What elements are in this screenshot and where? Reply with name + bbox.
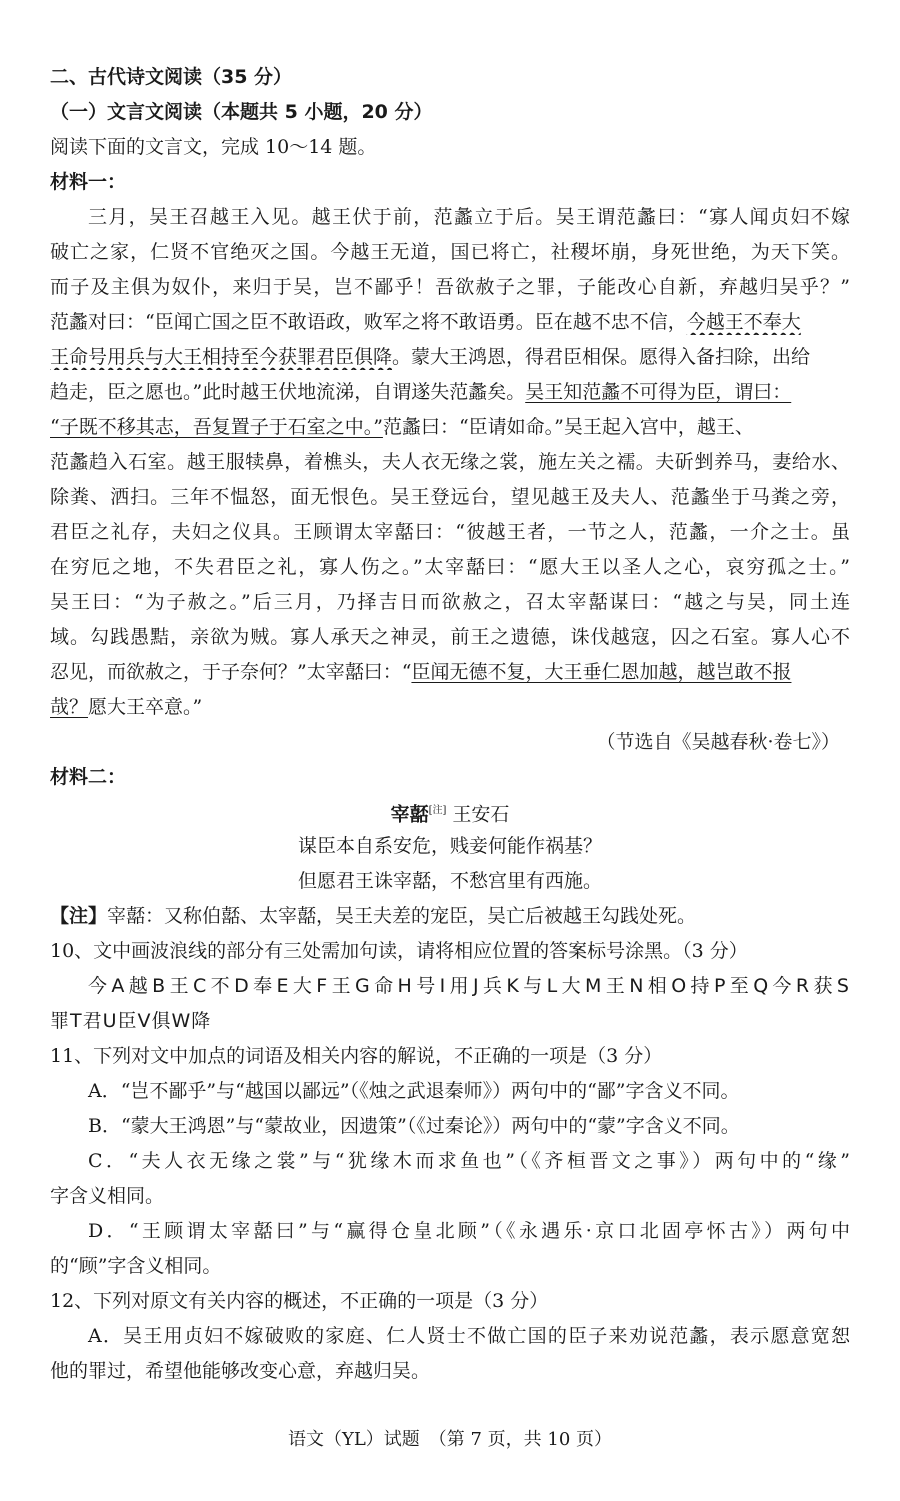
passage-line: 君臣之礼存，夫妇之仪具。王顾谓太宰嚭曰：“彼越王者，一节之人，范蠡，一介之士。虽 [50,521,850,543]
q11-option-d-cont[interactable]: 的“顾”字含义相同。 [50,1255,222,1277]
passage-text: 范蠡曰：“臣请如命。”吴王起入宫中，越王、 [382,416,754,438]
note-text: 宰嚭：又称伯嚭、太宰嚭，吴王夫差的宠臣，吴亡后被越王勾践处死。 [107,905,697,927]
passage-line: 域。勾践愚黠，亲欲为贼。寡人承天之神灵，前王之遗德，诛伐越寇，囚之石室。寡人心不 [50,626,850,648]
passage-line: 除粪、洒扫。三年不愠怒，面无恨色。吴王登远台，望见越王及夫人、范蠡坐于马粪之旁， [50,486,850,508]
passage-text: 趋走，臣之愿也。”此时越王伏地流涕，自谓遂失范蠡矣。 [50,381,526,403]
q10-stem: 10、文中画波浪线的部分有三处需加句读，请将相应位置的答案标号涂黑。（3 分） [50,940,748,962]
underlined-text: 哉？ [50,696,89,718]
passage-line: 在穷厄之地，不失君臣之礼，寡人伤之。”太宰嚭曰：“愿大王以圣人之心，哀穷孤之士。” [50,556,850,578]
poem-author: 王安石 [452,803,510,826]
poem-note [50,903,850,929]
poem-title: 宰嚭 [390,803,429,826]
underlined-text: 臣闻无德不复，大王垂仁恩加越，越岂敢不报 [411,661,792,683]
poem-line: 但愿君王诛宰嚭，不愁宫里有西施。 [297,870,602,892]
passage-line [50,309,850,335]
q11-option-c-cont[interactable]: 字含义相同。 [50,1185,165,1207]
q11-option-b[interactable]: B．“蒙大王鸿恩”与“蒙故业，因遗策”（《过秦论》）两句中的“蒙”字含义不同。 [88,1115,740,1137]
q11-option-a[interactable]: A．“岂不鄙乎”与“越国以鄙远”（《烛之武退秦师》）两句中的“鄙”字含义不同。 [88,1080,740,1102]
wavy-underlined-text: 今越王不奉大 [686,311,801,333]
sub-title: （一）文言文阅读（本题共 5 小题，20 分） [50,101,433,123]
passage-line: 吴王曰：“为子赦之。”后三月，乃择吉日而欲赦之，召太宰嚭谋曰：“越之与吴，同土连 [50,591,850,613]
passage-text: 范蠡对曰：“臣闻亡国之臣不敢语政，败军之将不敢语勇。臣在越不忠不信， [50,311,687,333]
q11-option-c[interactable]: C．“夫人衣无缘之裳”与“犹缘木而求鱼也”（《齐桓晋文之事》）两句中的“缘” [88,1150,850,1172]
underlined-text: 吴王知范蠡不可得为臣，谓曰： [525,381,792,403]
q11-stem: 11、下列对文中加点的词语及相关内容的解说，不正确的一项是（3 分） [50,1045,663,1067]
passage-line [50,659,850,685]
underlined-text: “子既不移其志，吾复置子于石室之中。” [50,416,383,438]
q11-option-d[interactable]: D．“王顾谓太宰嚭曰”与“赢得仓皇北顾”（《永遇乐·京口北固亭怀古》）两句中 [88,1220,850,1242]
poem-note-mark: [注] [428,805,447,816]
passage-line: 范蠡趋入石室。越王服犊鼻，着樵头，夫人衣无缘之裳，施左关之襦。夫斫剉养马，妻给水、 [50,451,850,473]
page-footer: 语文（YL）试题 （第 7 页，共 10 页） [287,1429,613,1450]
passage-line [50,344,850,370]
passage-line [50,414,850,440]
wavy-underlined-text: 王命号用兵与大王相持至今获罪君臣俱降 [50,346,393,368]
instruction: 阅读下面的文言文，完成 10～14 题。 [50,136,377,158]
passage-text: 。蒙大王鸿恩，得君臣相保。愿得入备扫除，出给 [392,346,811,368]
passage-text: 愿大王卒意。” [88,696,203,718]
passage-line [50,379,850,405]
passage-line: 三月，吴王召越王入见。越王伏于前，范蠡立于后。吴王谓范蠡曰：“寡人闻贞妇不嫁 [88,206,850,228]
q10-options-line2[interactable]: 罪T君U臣V俱W降 [50,1010,212,1032]
passage-line: 破亡之家，仁贤不官绝灭之国。今越王无道，国已将亡，社稷坏崩，身死世绝，为天下笑。 [50,241,850,263]
passage-line [50,694,850,720]
q10-options-line1[interactable]: 今A越B王C不D奉E大F王G命H号I用J兵K与L大M王N相O持P至Q今R获S [88,975,850,997]
q12-option-a-cont[interactable]: 他的罪过，希望他能够改变心意，弃越归吴。 [50,1360,431,1382]
poem-title-line [50,798,850,827]
q12-option-a[interactable]: A．吴王用贞妇不嫁破败的家庭、仁人贤士不做亡国的臣子来劝说范蠡，表示愿意宽恕 [88,1325,850,1347]
material1-label: 材料一： [50,171,127,193]
note-label: 【注】 [50,905,108,927]
passage-line: 而子及主俱为奴仆，来归于吴，岂不鄙乎！吾欲赦子之罪，子能改心自新，弃越归吴乎？” [50,276,850,298]
section-title: 二、古代诗文阅读（35 分） [50,66,293,88]
passage-text: 忍见，而欲赦之，于子奈何？”太宰嚭曰：“ [50,661,412,683]
material1-source: （节选自《吴越春秋·卷七》） [596,731,840,753]
poem-line: 谋臣本自系安危，贱妾何能作祸基？ [297,835,602,857]
material2-label: 材料二： [50,766,127,788]
q12-stem: 12、下列对原文有关内容的概述，不正确的一项是（3 分） [50,1290,549,1312]
